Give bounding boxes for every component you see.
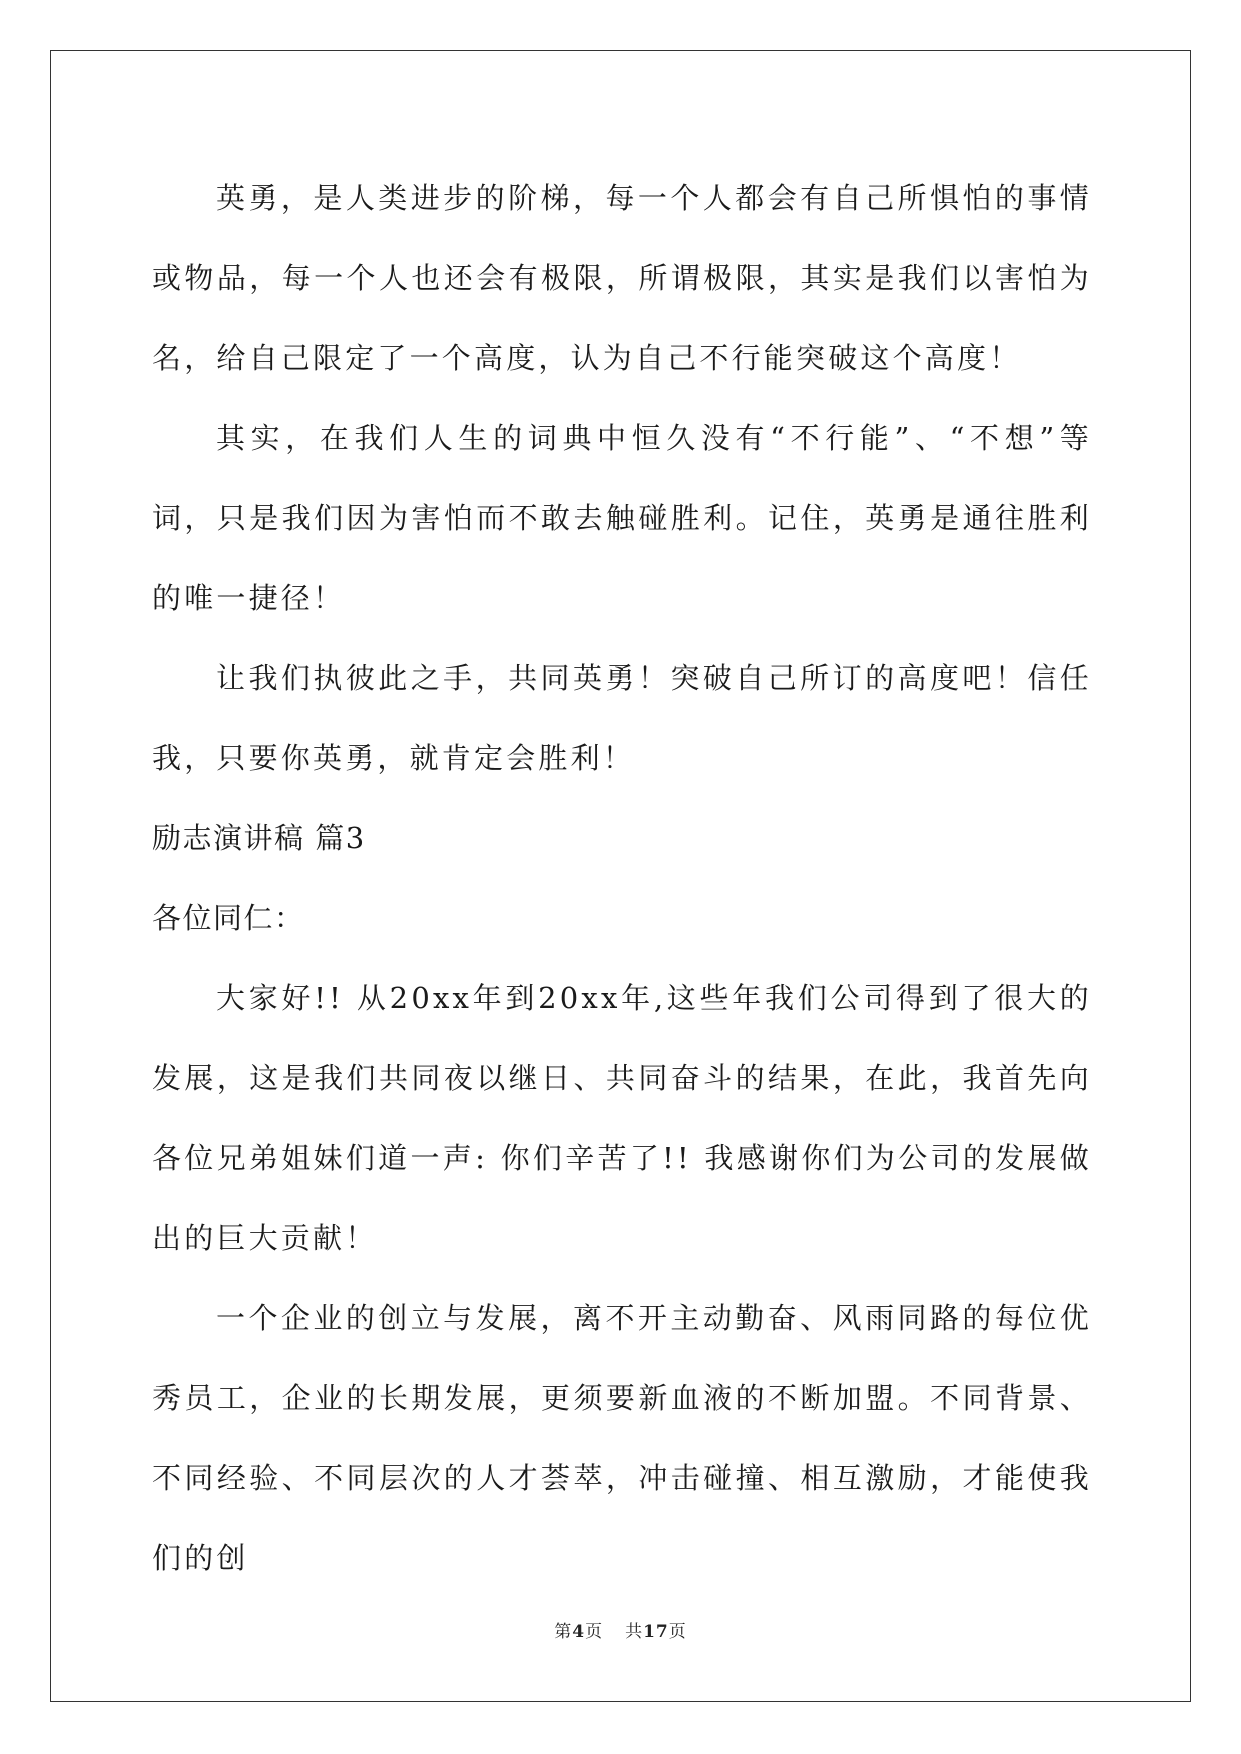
page-footer: [0, 1617, 1241, 1642]
paragraph-enterprise: 一个企业的创立与发展，离不开主动勤奋、风雨同路的每位优秀员工，企业的长期发展，更须要新血液的不断加盟。不同背景、不同经验、不同层次的人才荟萃，冲击碰撞、相互激励，才能使我们的创: [152, 1301, 1092, 1575]
footer-total-suffix: 页: [668, 1622, 687, 1642]
footer-total-prefix: 共: [625, 1622, 644, 1642]
footer-page-prefix: 第: [554, 1622, 573, 1642]
paragraph-together: 让我们执彼此之手，共同英勇！突破自己所订的高度吧！信任我，只要你英勇，就肯定会胜利！: [152, 661, 1092, 775]
document-body: [152, 158, 1092, 1598]
paragraph-impossible: 其实，在我们人生的词典中恒久没有“不行能”、“不想”等词，只是我们因为害怕而不敢去触碰胜利。记住，英勇是通往胜利的唯一捷径！: [152, 421, 1092, 615]
salutation: 各位同仁：: [152, 901, 305, 935]
section-heading: 励志演讲稿 篇3: [152, 821, 366, 855]
paragraph-courage: 英勇，是人类进步的阶梯，每一个人都会有自己所惧怕的事情或物品，每一个人也还会有极限，所谓极限，其实是我们以害怕为名，给自己限定了一个高度，认为自己不行能突破这个高度！: [152, 181, 1092, 375]
footer-page-suffix: 页: [585, 1622, 604, 1642]
footer-page-current: 4: [572, 1622, 586, 1642]
footer-page-total: 17: [643, 1622, 669, 1642]
paragraph-greeting: 大家好!! 从20xx年到20xx年,这些年我们公司得到了很大的发展，这是我们共同夜以继日、共同奋斗的结果，在此，我首先向各位兄弟姐妹们道一声: 你们辛苦了!! 我感谢你们为公司的发展做出的巨大贡献！: [152, 981, 1092, 1255]
